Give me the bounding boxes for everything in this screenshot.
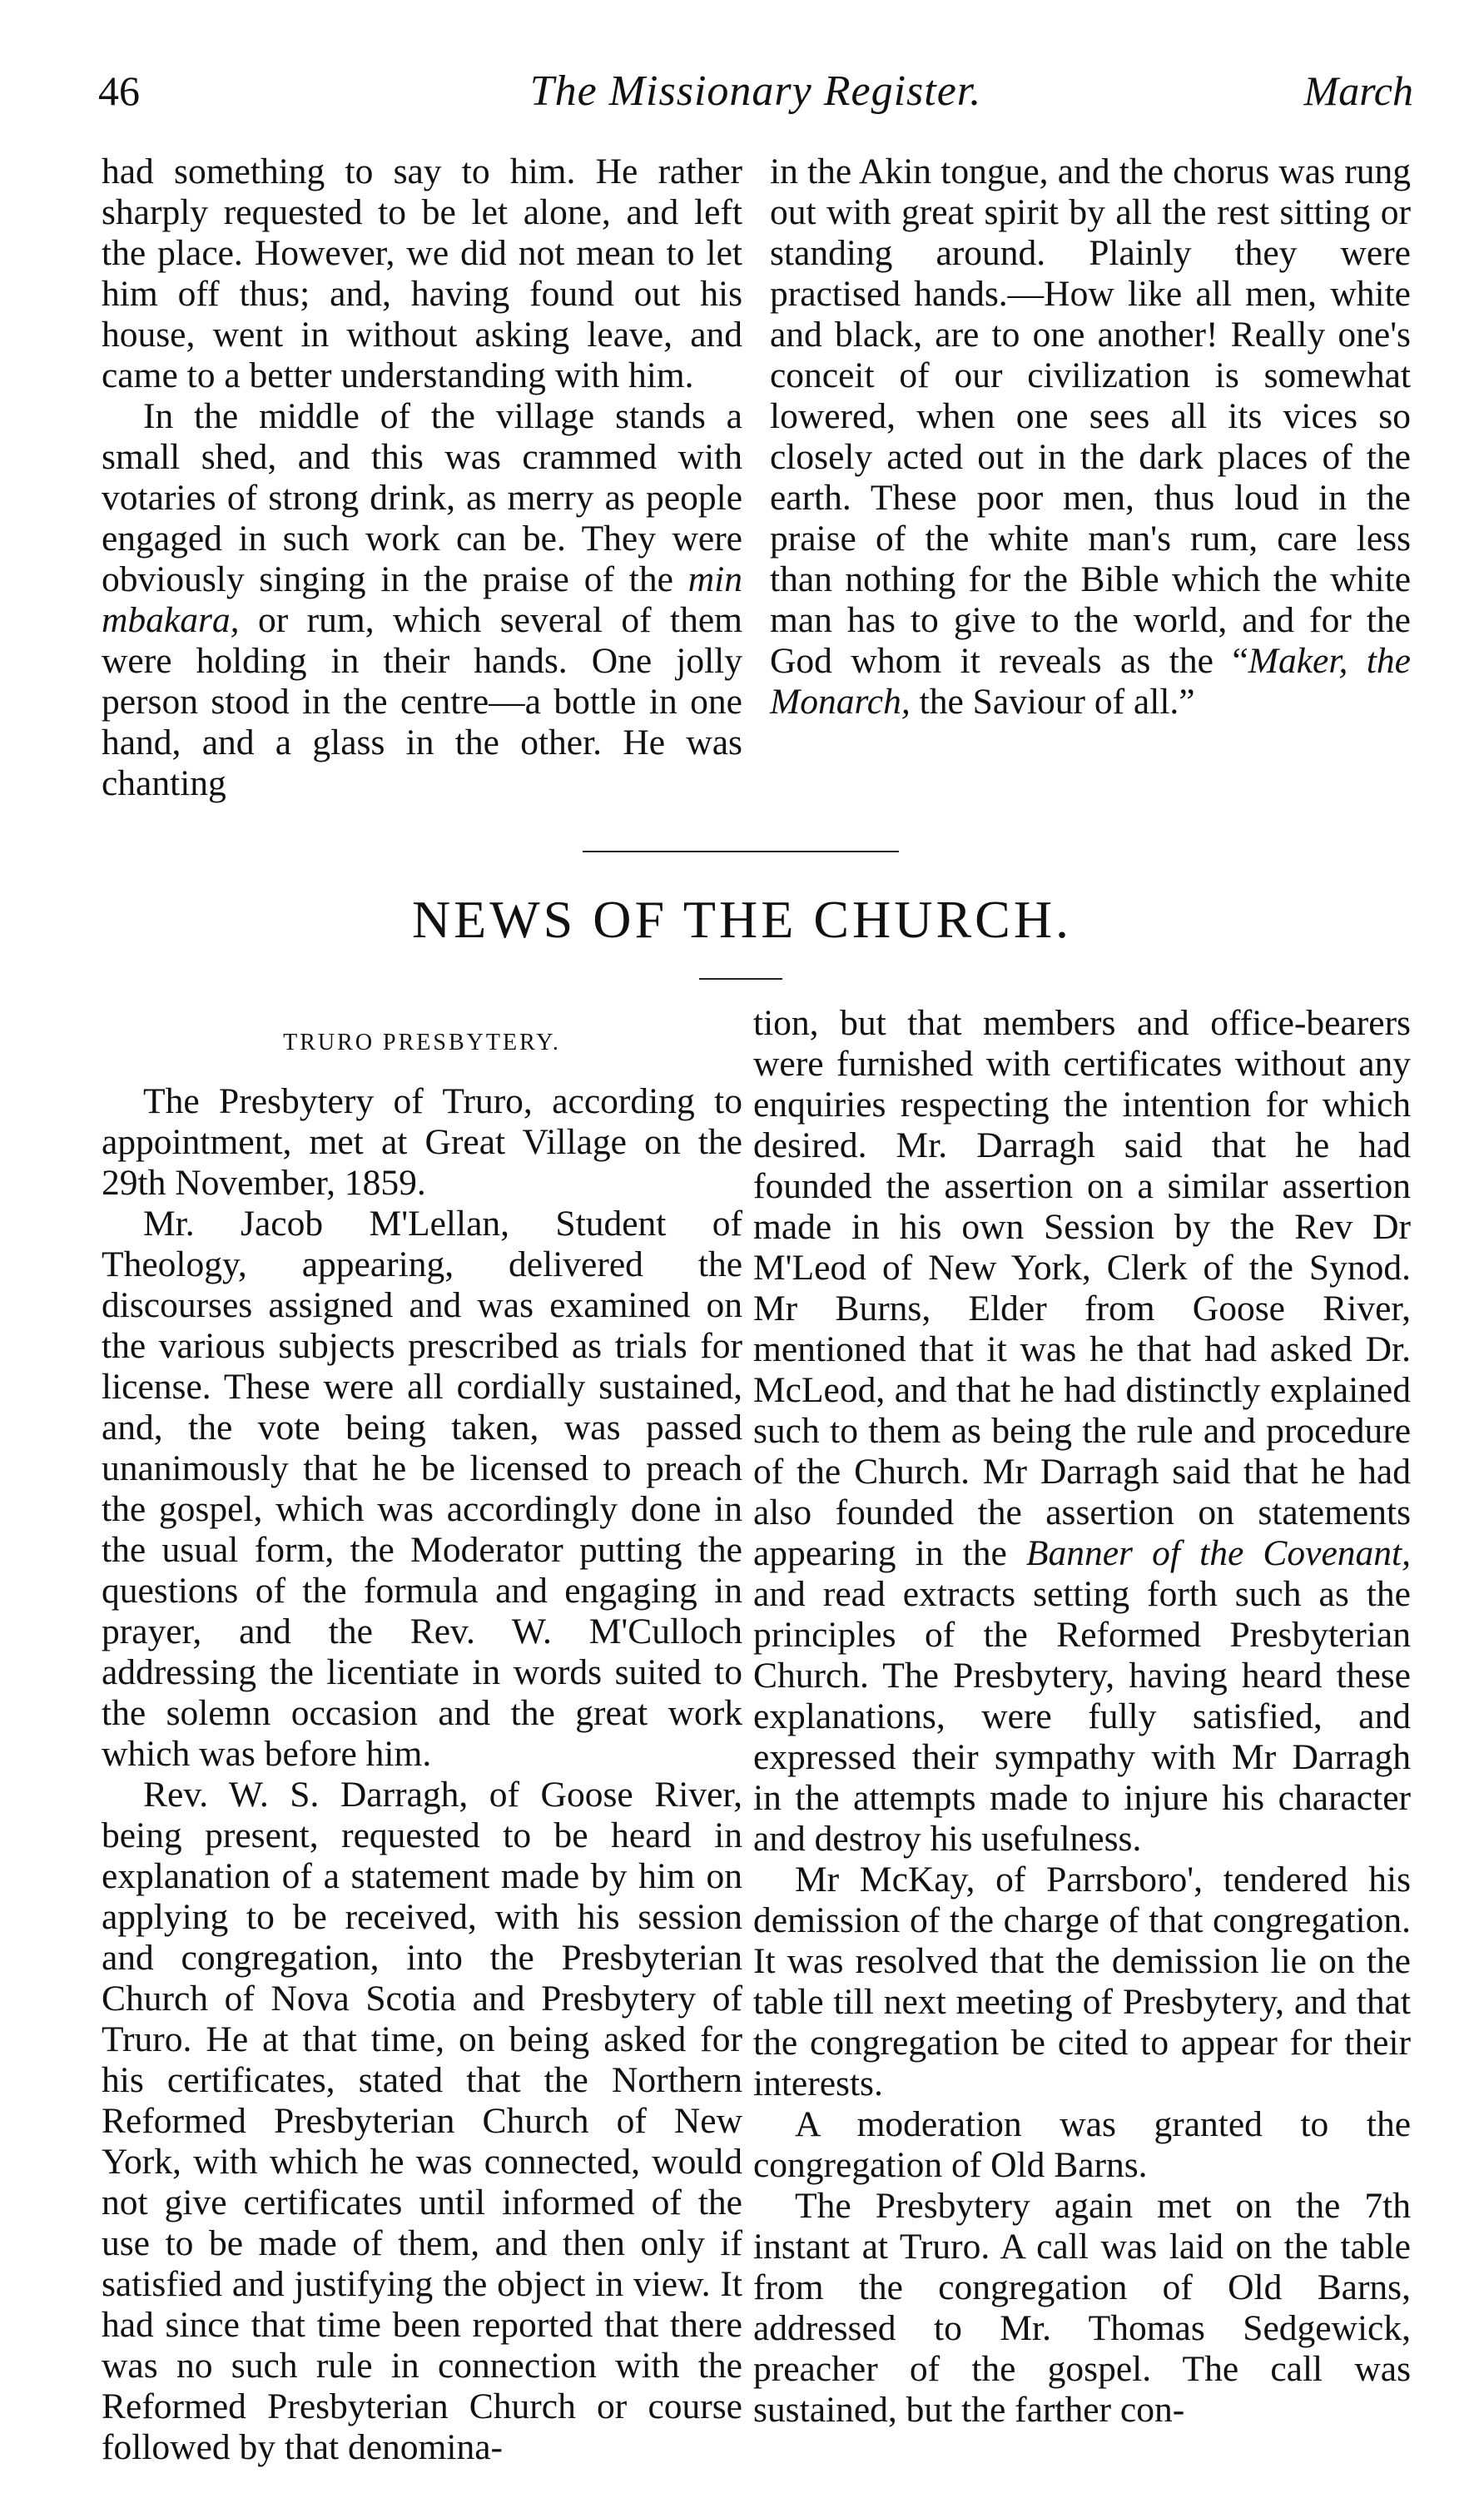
paragraph <box>753 1003 1411 1860</box>
title-underline <box>699 978 782 980</box>
subheading: TRURO PRESBYTERY. <box>283 1030 561 1055</box>
text-run: the Saviour of all.” <box>910 682 1195 722</box>
italic-phrase: Banner of the Covenant, <box>1025 1533 1411 1573</box>
paragraph: Mr McKay, of Parrsboro', tendered his demission of the charge of that congregation. It was resolved that the demission lie on the table till next meeting of Presbytery, and that the congregation be cited to appear for their interests. <box>753 1860 1411 2103</box>
top-right-column <box>770 151 1411 723</box>
text-run: in the Akin tongue, and the chorus was rung out with great spirit by all the rest sitting or standing around. Plainly they were practised hands.—How like all men, white and black, are to one another! Really one's conceit of our civilization is somewhat lowered, when one sees all its vices so closely acted out in the dark places of the earth. These poor men, thus loud in the praise of the white man's rum, care less than nothing for the Bible which the white man has to give to the world, and for the God whom it reveals as the “ <box>770 151 1411 681</box>
paragraph: Mr. Jacob M'Lellan, Student of Theology, appearing, delivered the discourses assigned and was examined on the various subjects prescribed as trials for license. These were all cordially sustained, and, the vote being taken, was passed unanimously that he be licensed to preach the gospel, which was accordingly done in the usual form, the Moderator putting the questions of the formula and engaging in prayer, and the Rev. W. M'Culloch addressing the licentiate in words suited to the solemn occasion and the great work which was before him. <box>102 1204 742 1774</box>
paragraph: The Presbytery again met on the 7th instant at Truro. A call was laid on the table from the congregation of Old Barns, addressed to Mr. Thomas Sedgewick, preacher of the gospel. The call was sustained, but the farther con- <box>753 2186 1411 2430</box>
paragraph: had something to say to him. He rather sharply requested to be let alone, and left the place. However, we did not mean to let him off thus; and, having found out his house, went in without asking leave, and came to a better understanding with him. <box>102 151 742 395</box>
journal-title: The Missionary Register. <box>529 67 982 115</box>
top-left-column <box>102 151 742 804</box>
header-month: March <box>1303 67 1413 114</box>
running-header <box>98 67 1413 117</box>
paragraph: The Presbytery of Truro, according to appointment, met at Great Village on the 29th November, 1859. <box>102 1081 742 1203</box>
paragraph: A moderation was granted to the congregation of Old Barns. <box>753 2104 1411 2185</box>
section-divider <box>583 851 899 852</box>
paragraph <box>770 151 1411 723</box>
section-title: NEWS OF THE CHURCH. <box>411 890 1073 949</box>
paragraph: Rev. W. S. Darragh, of Goose River, being present, requested to be heard in explanation of a statement made by him on applying to be received, with his session and congregation, into the Presbyterian Church of Nova Scotia and Presbytery of Truro. He at that time, on being asked for his certificates, stated that the Northern Reformed Presbyterian Church of New York, with which he was connected, would not give certificates until informed of the use to be made of them, and then only if satisfied and justifying the object in view. It had since that time been reported that there was no such rule in connection with the Reformed Presbyterian Church or course followed by that denomina- <box>102 1775 742 2467</box>
text-run: tion, but that members and office-bearers were furnished with certificates without any enquiries respecting the intention for which desired. Mr. Darragh said that he had founded the assertion on a similar assertion made in his own Session by the Rev Dr M'Leod of New York, Clerk of the Synod. Mr Burns, Elder from Goose River, mentioned that it was he that had asked Dr. McLeod, and that he had distinctly explained such to them as being the rule and procedure of the Church. Mr Darragh said that he had also founded the assertion on statements appearing in the <box>753 1003 1411 1573</box>
text-run: and read extracts setting forth such as the principles of the Reformed Presbyterian Church. The Presbytery, having heard these explanations, were fully satisfied, and expressed their sympathy with Mr Darragh in the attempts made to injure his character and destroy his usefulness. <box>753 1574 1411 1859</box>
italic-phrase: min mbakara, <box>102 559 742 640</box>
page-number: 46 <box>98 67 140 114</box>
bottom-left-column <box>102 1007 742 2468</box>
italic-phrase: Maker, the Monarch, <box>770 641 1411 722</box>
text-run: In the middle of the village stands a small shed, and this was crammed with votaries of strong drink, as merry as people engaged in such work can be. They were obviously singing in the praise of the <box>102 396 742 599</box>
bottom-right-column <box>753 1003 1411 2431</box>
paragraph <box>102 396 742 804</box>
text-run: or rum, which several of them were holding in their hands. One jolly person stood in the centre—a bottle in one hand, and a glass in the other. He was chanting <box>102 600 742 803</box>
